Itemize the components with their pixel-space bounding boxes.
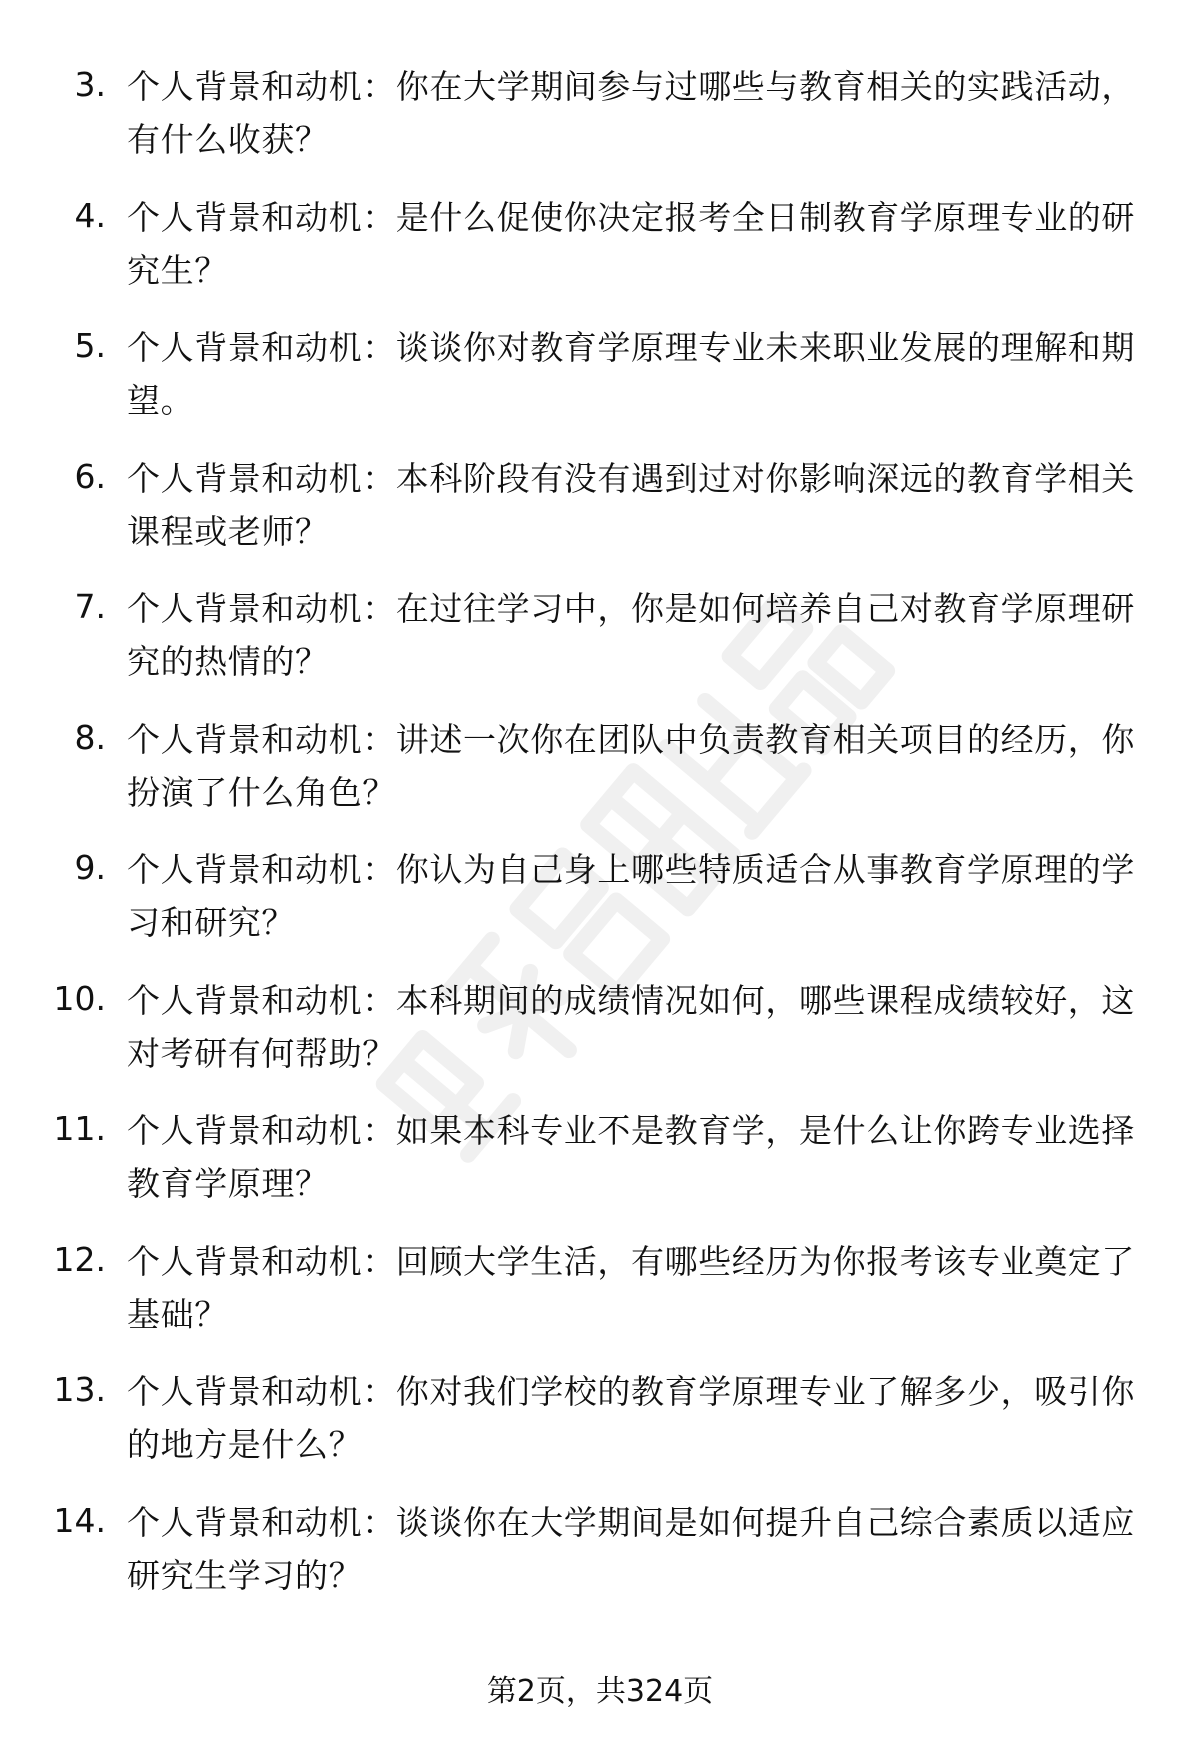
question-number: 3. <box>74 65 106 104</box>
question-number: 5. <box>74 326 106 365</box>
list-item <box>0 321 1200 452</box>
question-number: 9. <box>74 848 106 887</box>
list-item <box>0 582 1200 713</box>
list-item <box>0 1365 1200 1496</box>
list-item <box>0 191 1200 322</box>
question-text: 个人背景和动机：谈谈你对教育学原理专业未来职业发展的理解和期望。 <box>127 328 1135 420</box>
question-text: 个人背景和动机：你在大学期间参与过哪些与教育相关的实践活动，有什么收获？ <box>127 67 1135 159</box>
question-text: 个人背景和动机：本科阶段有没有遇到过对你影响深远的教育学相关课程或老师？ <box>127 458 1135 551</box>
list-item <box>0 713 1200 844</box>
list-item <box>0 843 1200 974</box>
question-number: 6. <box>74 456 106 496</box>
question-text: 个人背景和动机：讲述一次你在团队中负责教育相关项目的经历，你扮演了什么角色？ <box>127 719 1135 812</box>
page-number: 第2页，共324页 <box>486 1674 714 1709</box>
question-text: 个人背景和动机：在过往学习中，你是如何培养自己对教育学原理研究的热情的？ <box>127 589 1135 681</box>
question-number: 14. <box>53 1500 106 1540</box>
question-text: 个人背景和动机：你对我们学校的教育学原理专业了解多少，吸引你的地方是什么？ <box>127 1372 1135 1464</box>
question-text: 个人背景和动机：本科期间的成绩情况如何，哪些课程成绩较好，这对考研有何帮助？ <box>127 980 1135 1073</box>
question-text: 个人背景和动机：谈谈你在大学期间是如何提升自己综合素质以适应研究生学习的？ <box>127 1502 1135 1595</box>
question-text: 个人背景和动机：回顾大学生活，有哪些经历为你报考该专业奠定了基础？ <box>127 1241 1135 1334</box>
question-number: 11. <box>53 1109 106 1148</box>
question-number: 4. <box>74 195 106 235</box>
question-number: 7. <box>74 587 106 626</box>
question-number: 12. <box>53 1239 106 1279</box>
question-list <box>0 60 1200 1626</box>
question-number: 10. <box>53 978 106 1018</box>
list-item <box>0 1496 1200 1627</box>
list-item <box>0 974 1200 1105</box>
question-text: 个人背景和动机：如果本科专业不是教育学，是什么让你跨专业选择教育学原理？ <box>127 1111 1135 1203</box>
list-item <box>0 1104 1200 1235</box>
list-item <box>0 60 1200 191</box>
question-number: 13. <box>53 1370 106 1409</box>
question-number: 8. <box>74 717 106 757</box>
list-item <box>0 1235 1200 1366</box>
question-text: 个人背景和动机：你认为自己身上哪些特质适合从事教育学原理的学习和研究？ <box>127 850 1135 942</box>
list-item <box>0 452 1200 583</box>
question-text: 个人背景和动机：是什么促使你决定报考全日制教育学原理专业的研究生？ <box>127 197 1135 290</box>
